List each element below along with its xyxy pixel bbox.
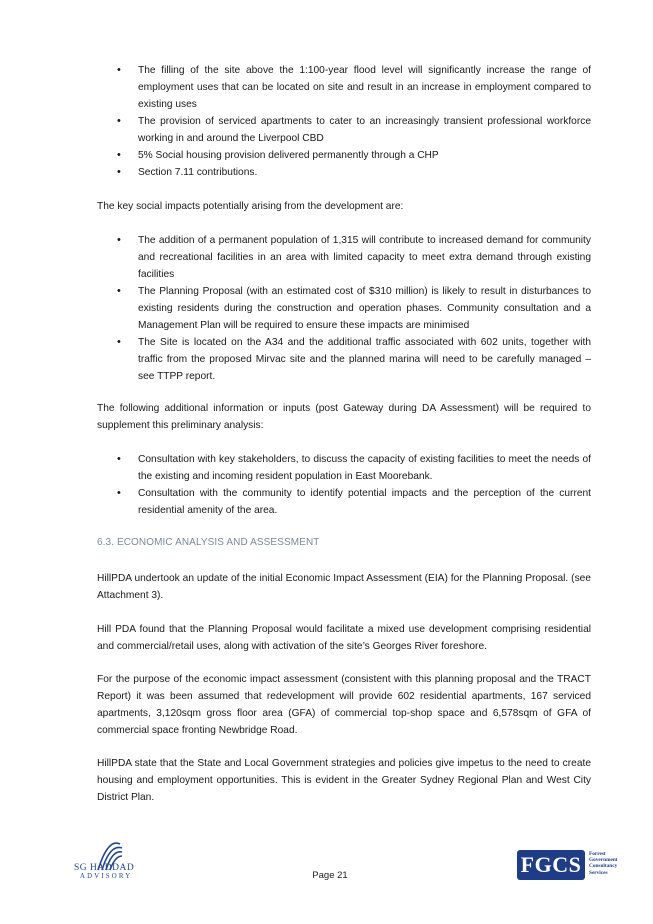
list-item: • Consultation with the community to identify potential impacts and the perception of the current residential amenity of the area. xyxy=(97,485,591,519)
list-item: • The addition of a permanent population of 1,315 will contribute to increased demand for community and recreational facilities in an area with limited capacity to meet extra demand through existing facilities xyxy=(97,232,591,283)
fgcs-line: Services xyxy=(589,869,608,876)
fgcs-logo: FGCS xyxy=(517,850,585,880)
list-item: • Consultation with key stakeholders, to discuss the capacity of existing facilities to meet the needs of the existing and incoming resident population in East Moorebank. xyxy=(97,451,591,485)
paragraph: HillPDA state that the State and Local Government strategies and policies give impetus to the need to create housing and employment opportunities. This is evident in the Greater Sydney Regional Plan and West City District Plan. xyxy=(97,758,591,803)
fgcs-line: Government xyxy=(589,857,618,864)
bullet-list-additional-inputs xyxy=(97,451,591,519)
fgcs-line: Forrest xyxy=(589,851,606,857)
section-heading: 6.3. ECONOMIC ANALYSIS AND ASSESSMENT xyxy=(97,537,320,548)
fgcs-logo-text xyxy=(589,851,618,876)
bullet-list-benefits xyxy=(97,62,591,181)
bullet-list-social-impacts xyxy=(97,232,591,385)
sg-haddad-name: SG HADDAD xyxy=(74,863,135,873)
paragraph: HillPDA undertook an update of the initial Economic Impact Assessment (EIA) for the Planning Proposal. (see Attachment 3). xyxy=(97,573,591,601)
paragraph: Hill PDA found that the Planning Proposal would facilitate a mixed use development comprising residential and commercial/retail uses, along with activation of the site’s Georges River foreshore. xyxy=(97,624,591,652)
list-item: • The Site is located on the A34 and the additional traffic associated with 602 units, together with traffic from the proposed Mirvac site and the planned marina will need to be carefully managed – see TTPP report. xyxy=(97,334,591,385)
additional-info-intro: The following additional information or inputs (post Gateway during DA Assessment) will be required to supplement this preliminary analysis: xyxy=(97,403,591,431)
list-item: • 5% Social housing provision delivered permanently through a CHP xyxy=(97,147,591,164)
list-item: • The provision of serviced apartments to cater to an increasingly transient professional workforce working in and around the Liverpool CBD xyxy=(97,113,591,147)
sg-haddad-sub: ADVISORY xyxy=(80,873,133,880)
paragraph: For the purpose of the economic impact assessment (consistent with this planning proposal and the TRACT Report) it was been assumed that redevelopment will provide 602 residential apartments, 167 serviced apartments, 3,120sqm gross floor area (GFA) of commercial top-shop space and 6,578sqm of GFA of commercial space fronting Newbridge Road. xyxy=(97,674,591,736)
list-item: • The Planning Proposal (with an estimated cost of $310 million) is likely to result in disturbances to existing residents during the construction and operation phases. Community consultation and a Management Plan will be required to ensure these impacts are minimised xyxy=(97,283,591,334)
list-item: • Section 7.11 contributions. xyxy=(97,164,591,181)
list-item: • The filling of the site above the 1:100-year flood level will significantly increase the range of employment uses that can be located on site and result in an increase in employment compared to existing uses xyxy=(97,62,591,113)
social-impacts-intro: The key social impacts potentially arising from the development are: xyxy=(97,201,404,212)
page-number: Page 21 xyxy=(312,870,348,881)
page-footer xyxy=(0,830,653,924)
fgcs-line: Consultancy xyxy=(589,863,618,870)
